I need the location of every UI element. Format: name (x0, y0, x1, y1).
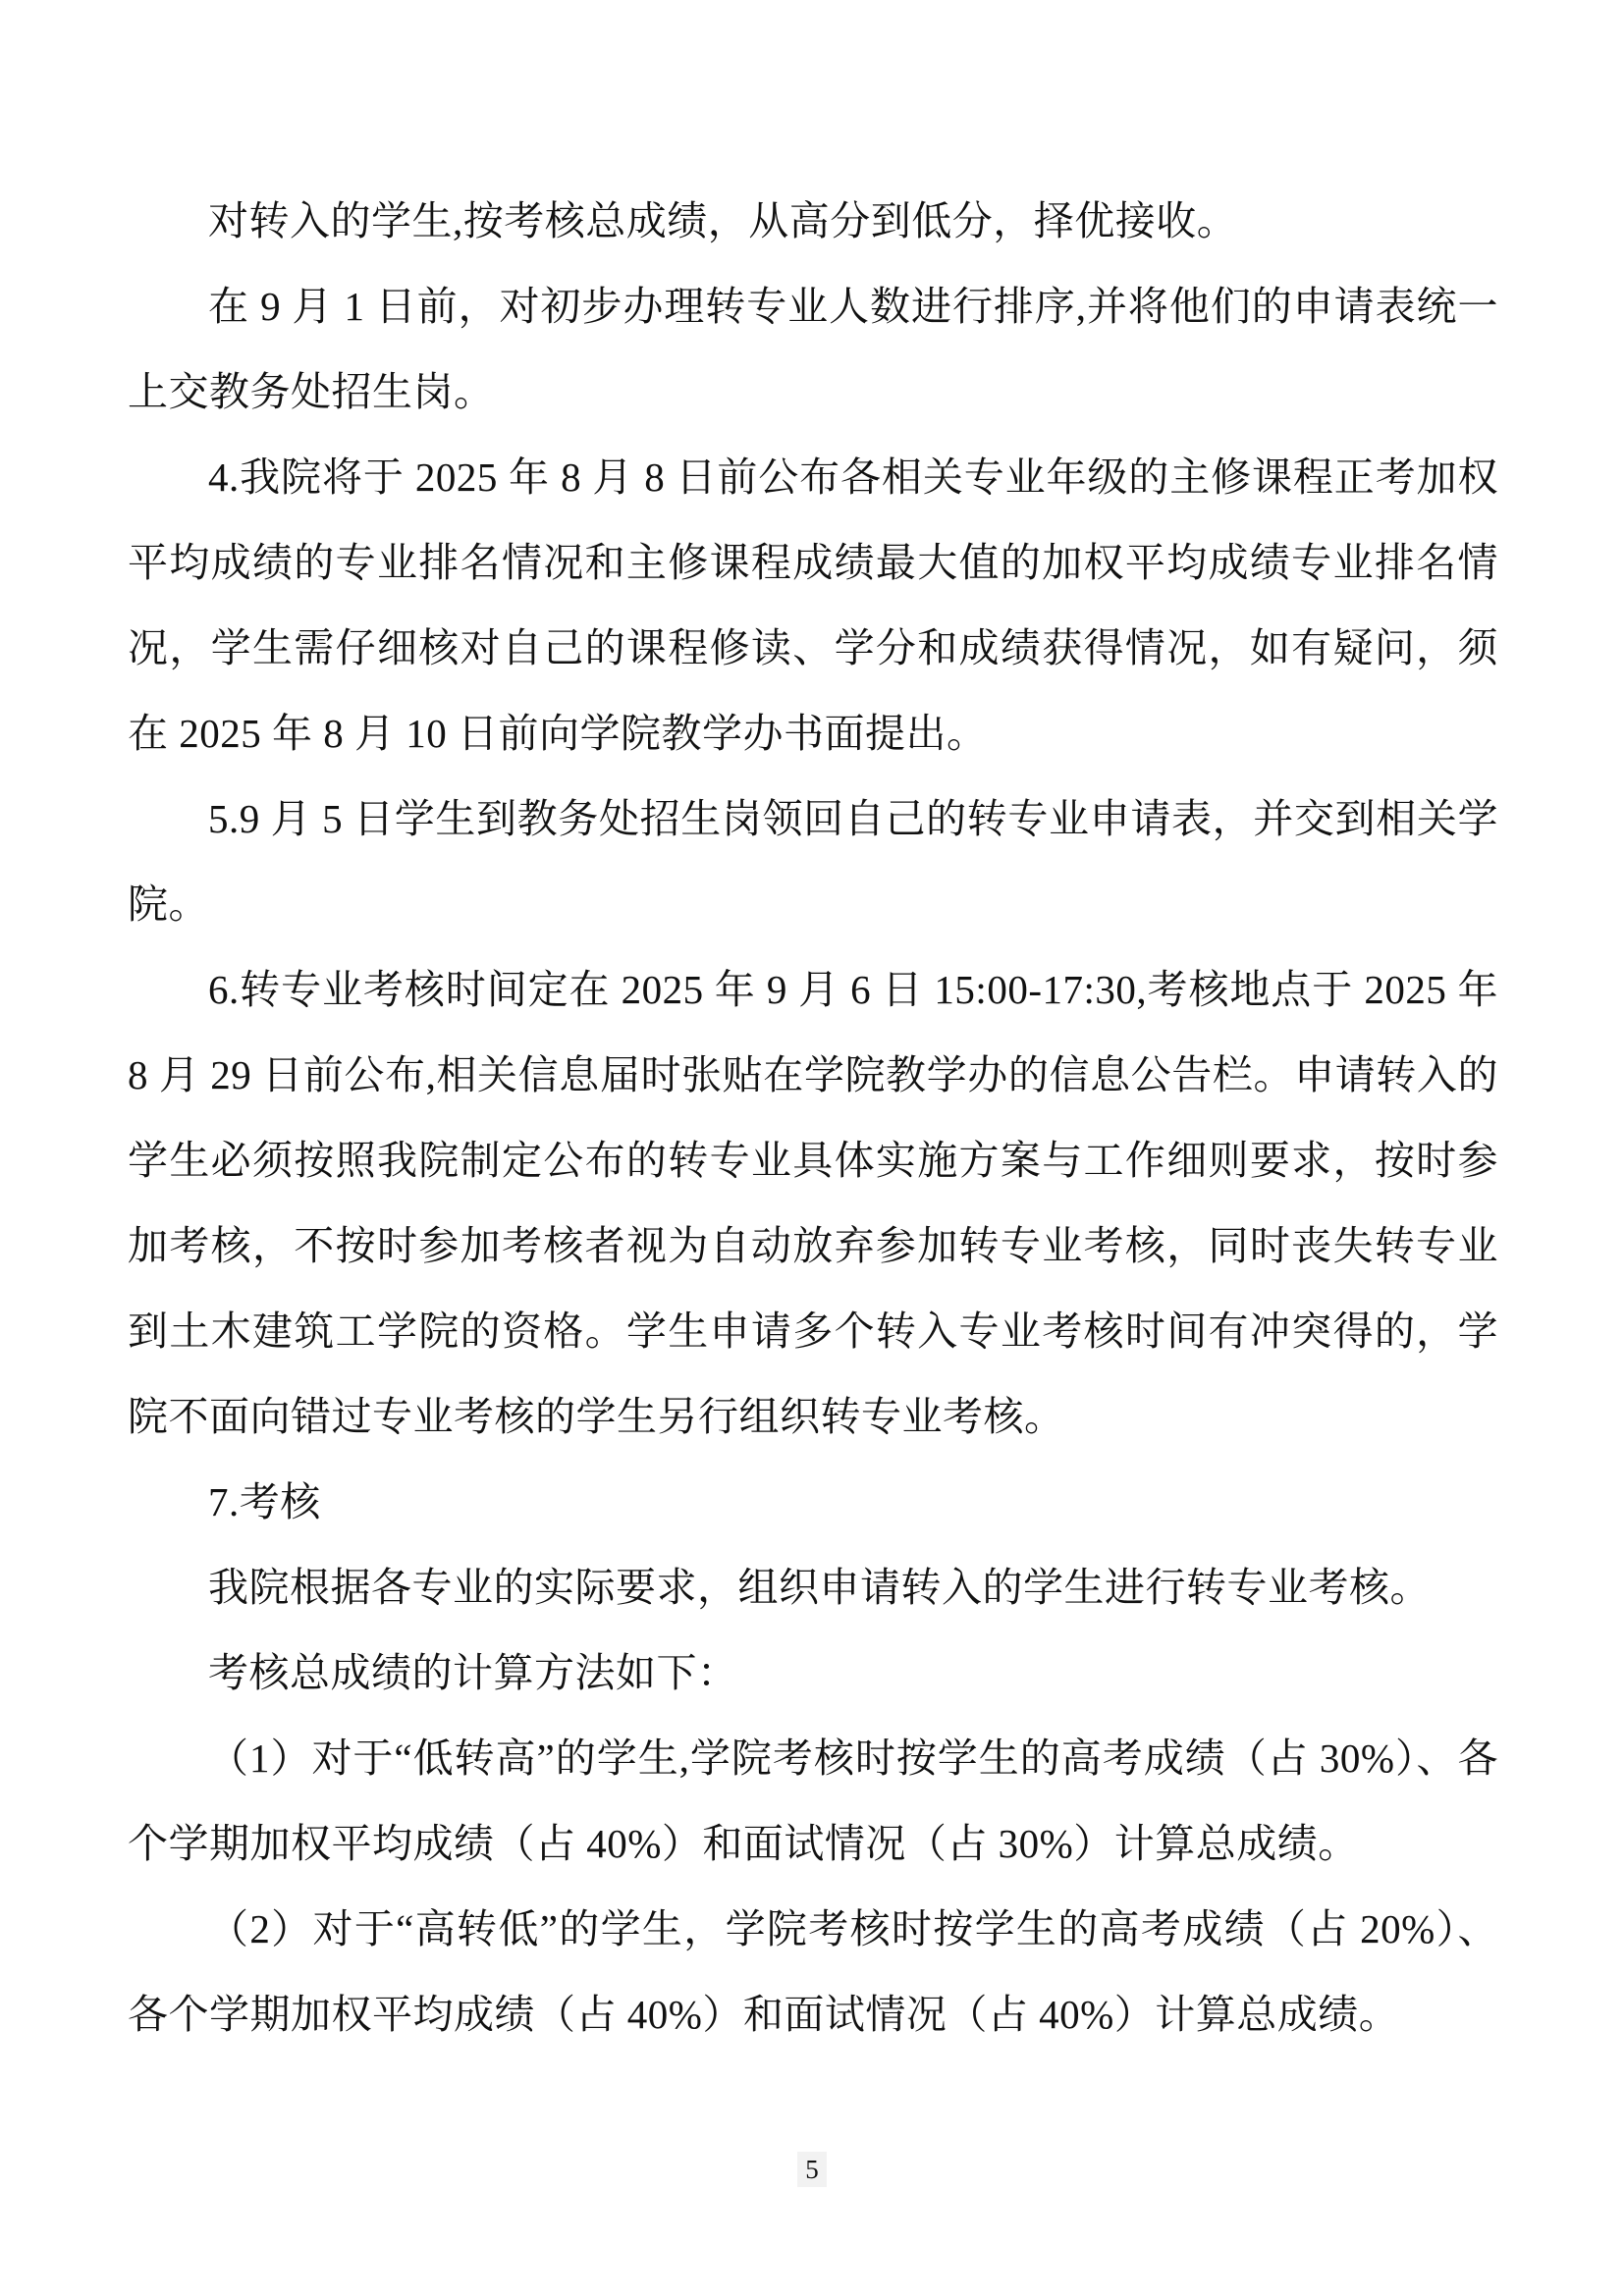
paragraph: 考核总成绩的计算方法如下： (208, 1650, 738, 1695)
paragraph: （2）对于“高转低”的学生，学院考核时按学生的高考成绩（占 20%）、各个学期加权平均成绩（占 40%）和面试情况（占 40%）计算总成绩。 (128, 1906, 1498, 2037)
document-body (128, 179, 1498, 2057)
page-footer (0, 2152, 1624, 2187)
paragraph: 5.9 月 5 日学生到教务处招生岗领回自己的转专业申请表，并交到相关学院。 (128, 796, 1498, 927)
paragraph: 6.转专业考核时间定在 2025 年 9 月 6 日 15:00-17:30,考核地点于 2025 年 8 月 29 日前公布,相关信息届时张贴在学院教学办的信息公告栏。申请转入的学生必须按照我院制定公布的转专业具体实施方案与工作细则要求，按时参加考核，不按时参加考核者视为自动放弃参加转专业考核，同时丧失转专业到土木建筑工学院的资格。学生申请多个转入专业考核时间有冲突得的，学院不面向错过专业考核的学生另行组织转专业考核。 (128, 967, 1498, 1439)
paragraph: 对转入的学生,按考核总成绩，从高分到低分，择优接收。 (208, 198, 1238, 243)
paragraph: 在 9 月 1 日前，对初步办理转专业人数进行排序,并将他们的申请表统一上交教务处招生岗。 (128, 284, 1498, 414)
paragraph: 7.考核 (208, 1479, 321, 1524)
page-number: 5 (797, 2152, 827, 2187)
paragraph: 我院根据各专业的实际要求，组织申请转入的学生进行转专业考核。 (208, 1565, 1431, 1610)
paragraph: （1）对于“低转高”的学生,学院考核时按学生的高考成绩（占 30%）、各个学期加权平均成绩（占 40%）和面试情况（占 30%）计算总成绩。 (128, 1735, 1498, 1866)
paragraph: 4.我院将于 2025 年 8 月 8 日前公布各相关专业年级的主修课程正考加权平均成绩的专业排名情况和主修课程成绩最大值的加权平均成绩专业排名情况，学生需仔细核对自己的课程修读、学分和成绩获得情况，如有疑问，须在 2025 年 8 月 10 日前向学院教学办书面提出。 (128, 454, 1498, 756)
